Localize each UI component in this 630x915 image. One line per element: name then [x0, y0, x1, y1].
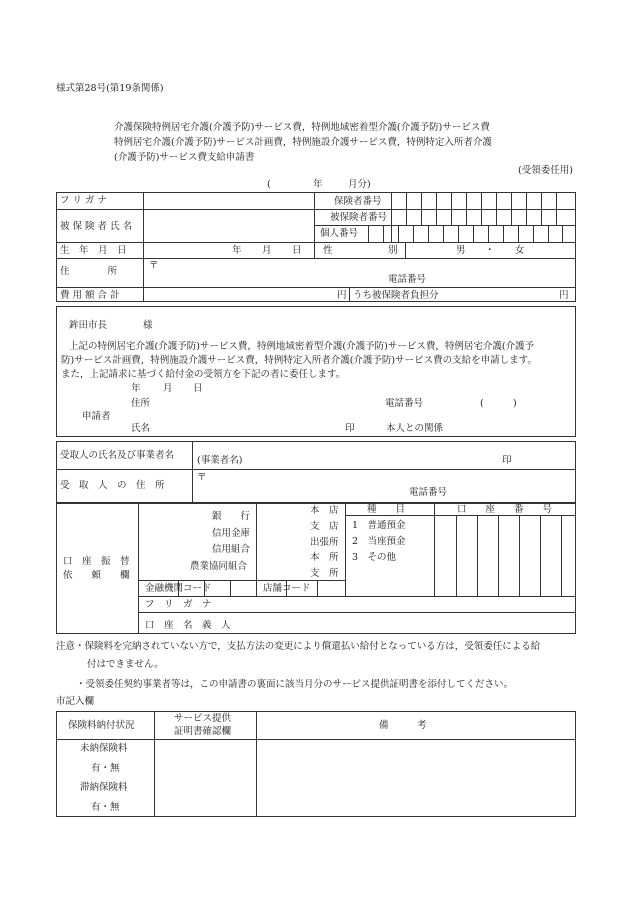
- account-type-header: 種 目: [367, 504, 406, 515]
- col-service-proof-1: サービス提供: [174, 713, 232, 724]
- institution-credit-union[interactable]: 信用組合: [212, 544, 251, 555]
- bank-section-label-1: 口 座 振 替: [63, 556, 130, 567]
- declaration-year: 年: [131, 383, 141, 394]
- rule: [138, 580, 345, 581]
- rule: [154, 711, 155, 817]
- digit-cell-divider: [496, 192, 497, 225]
- digit-cell-divider: [436, 192, 437, 225]
- digit-cell-divider: [548, 225, 549, 242]
- form-number: 様式第28号(第19条関係): [56, 83, 164, 94]
- digit-cell-divider: [518, 225, 519, 242]
- account-digit-divider: [561, 515, 562, 596]
- rule: [56, 242, 576, 243]
- digit-cell-divider: [421, 192, 422, 225]
- sex-female-option[interactable]: 女: [515, 245, 525, 256]
- rule: [368, 225, 369, 242]
- declaration-line-1: 上記の特例居宅介護(介護予防)サービス費，特例地域密着型介護(介護予防)サービス費，特例居宅介護(介護予: [69, 341, 535, 352]
- branch-code-label: 店舗コード: [263, 583, 311, 594]
- declaration-seal: 印: [345, 423, 355, 434]
- paren-open: (: [480, 398, 484, 409]
- title-line-3: (介護予防)サービス費支給申請書: [114, 152, 255, 163]
- rule: [138, 503, 139, 634]
- digit-cell-divider: [556, 192, 557, 225]
- digit-cell-divider: [562, 225, 563, 242]
- recipient-name-label: 受取人の氏名及び事業者名: [60, 450, 175, 461]
- insured-name-label: 被 保 険 者 氏 名: [60, 221, 133, 232]
- rule: [391, 192, 392, 242]
- note-1b: 付はできません。: [87, 659, 164, 670]
- digit-cell-divider: [451, 192, 452, 225]
- sex-label: 性: [323, 245, 333, 256]
- holder-furigana-label: フ リ ガ ナ: [145, 599, 212, 610]
- digit-cell-divider: [428, 225, 429, 242]
- bank-section-label-2: 依 頼 欄: [63, 570, 130, 581]
- digit-cell-divider: [466, 192, 467, 225]
- rule: [345, 503, 346, 596]
- rule: [56, 287, 576, 288]
- account-digit-divider: [540, 515, 541, 596]
- digit-cell-divider: [511, 192, 512, 225]
- rule: [138, 596, 576, 597]
- digit-cell-divider: [488, 225, 489, 242]
- account-digit-divider: [498, 515, 499, 596]
- digit-cell-divider: [533, 225, 534, 242]
- personal-number-label: 個人番号: [320, 228, 359, 239]
- col-remarks: 備 考: [379, 720, 427, 731]
- digit-cell-divider: [413, 225, 414, 242]
- address-label: 住 所: [60, 266, 118, 277]
- declaration-line-2: 防)サービス計画費，特例施設介護サービス費，特例特定入所者介護(介護予防)サービス費の支給を申請します。: [61, 355, 537, 366]
- unpaid-premium-option[interactable]: 有・無: [91, 763, 120, 774]
- paren-close: ): [513, 398, 517, 409]
- applicant-phone-label: 電話番号: [388, 274, 427, 285]
- digit-cell-divider: [443, 225, 444, 242]
- recipient-seal: 印: [502, 455, 512, 466]
- digit-cell-divider: [383, 225, 384, 242]
- overdue-premium-label: 滞納保険料: [80, 782, 128, 793]
- total-cost-label: 費 用 額 合 計: [60, 290, 120, 301]
- branch-office[interactable]: 出張所: [310, 537, 339, 548]
- digit-cell-divider: [406, 192, 407, 225]
- sex-label-suffix: 別: [388, 245, 398, 256]
- birth-date-label: 生 年 月 日: [60, 245, 127, 256]
- account-digit-divider: [456, 515, 457, 596]
- rule: [143, 192, 144, 302]
- city-section-heading: 市記入欄: [56, 696, 95, 707]
- postal-mark: 〒: [149, 260, 159, 271]
- declaration-line-3: また，上記請求に基づく給付金の受領方を下記の者に委任します。: [61, 369, 346, 380]
- recipient-address-label: 受 取 人 の 住 所: [60, 480, 165, 491]
- digit-cell-divider: [541, 192, 542, 225]
- col-service-proof-2: 証明書確認欄: [174, 726, 232, 737]
- business-name-label: (事業者名): [197, 455, 243, 466]
- delegation-tag: (受領委任用): [518, 165, 573, 176]
- title-line-2: 特例居宅介護(介護予防)サービス計画費，特例施設介護サービス費，特例特定入所者介護: [114, 137, 492, 148]
- bank-code-label: 金融機関コード: [145, 583, 212, 594]
- rule: [317, 580, 318, 596]
- title-line-1: 介護保険特例居宅介護(介護予防)サービス費，特例地域密着型介護(介護予防)サービス費: [114, 122, 490, 133]
- account-holder-label: 口 座 名 義 人: [145, 620, 231, 631]
- declaration-phone-label: 電話番号: [385, 398, 424, 409]
- rule: [138, 612, 576, 613]
- relation-label: 本人との関係: [386, 423, 444, 434]
- declaration-address-label: 住所: [131, 398, 151, 409]
- account-digit-divider: [477, 515, 478, 596]
- recipient-phone-label: 電話番号: [409, 487, 448, 498]
- rule: [56, 258, 576, 259]
- note-2: ・受領委任契約事業者等は，この申請書の裏面に該当月分のサービス提供証明書を添付してください。: [76, 679, 514, 690]
- recipient-postal-mark: 〒: [197, 472, 207, 483]
- birth-month: 月: [262, 245, 272, 256]
- branch-sub[interactable]: 支 店: [310, 521, 339, 532]
- account-type-other[interactable]: 3 その他: [352, 552, 397, 563]
- rule: [314, 225, 576, 226]
- rule: [56, 739, 576, 740]
- rule: [192, 441, 193, 503]
- declaration-day: 日: [193, 383, 203, 394]
- applicant-label: 申請者: [82, 411, 111, 422]
- self-pay-label: うち被保険者負担分: [353, 290, 439, 301]
- addressee: 鉾田市長: [69, 320, 108, 331]
- note-1a: 注意・保険料を完納されていない方で，支払方法の変更により償還払い給付となっている方は，受領委任による給: [56, 641, 541, 652]
- digit-cell-divider: [526, 192, 527, 225]
- sex-separator: ・: [485, 245, 495, 256]
- digit-cell-divider: [481, 192, 482, 225]
- account-number-header: 口 座 番 号: [457, 504, 553, 515]
- account-digit-divider: [519, 515, 520, 596]
- rule: [345, 515, 576, 516]
- furigana-label: フ リ ガ ナ: [60, 195, 108, 206]
- account-type-ordinary[interactable]: 1 普通預金: [352, 520, 406, 531]
- sex-male-option[interactable]: 男: [456, 245, 466, 256]
- total-cost-yen: 円: [337, 290, 347, 301]
- overdue-premium-option[interactable]: 有・無: [91, 802, 120, 813]
- digit-cell-divider: [503, 225, 504, 242]
- branch-head[interactable]: 本 所: [310, 552, 339, 563]
- rule: [256, 503, 257, 596]
- branch-main[interactable]: 本 店: [310, 505, 339, 516]
- col-premium-status: 保険料納付状況: [68, 720, 135, 731]
- period-month: 月分): [348, 179, 371, 190]
- rule: [405, 242, 406, 258]
- institution-shinkin[interactable]: 信用金庫: [212, 528, 251, 539]
- birth-day: 日: [292, 245, 302, 256]
- digit-cell-divider: [398, 225, 399, 242]
- institution-agricultural[interactable]: 農業協同組合: [190, 561, 248, 572]
- rule: [434, 503, 435, 596]
- rule: [56, 469, 576, 470]
- digit-cell-divider: [458, 225, 459, 242]
- rule: [56, 209, 314, 210]
- insured-number-label: 被保険者番号: [330, 212, 388, 223]
- rule: [230, 580, 231, 596]
- institution-bank[interactable]: 銀 行: [212, 511, 251, 522]
- insurer-number-label: 保険者番号: [334, 196, 382, 207]
- period-open: (: [267, 179, 271, 190]
- declaration-month: 月: [163, 383, 173, 394]
- self-pay-yen: 円: [559, 290, 569, 301]
- unpaid-premium-label: 未納保険料: [80, 743, 128, 754]
- period-year: 年: [313, 179, 323, 190]
- digit-cell-divider: [473, 225, 474, 242]
- rule: [314, 209, 576, 210]
- branch-local[interactable]: 支 所: [310, 568, 339, 579]
- declaration-name-label: 氏名: [131, 423, 151, 434]
- birth-year: 年: [232, 245, 242, 256]
- account-type-current[interactable]: 2 当座預金: [352, 536, 406, 547]
- rule: [349, 287, 350, 302]
- honorific: 様: [143, 320, 153, 331]
- rule: [256, 711, 257, 817]
